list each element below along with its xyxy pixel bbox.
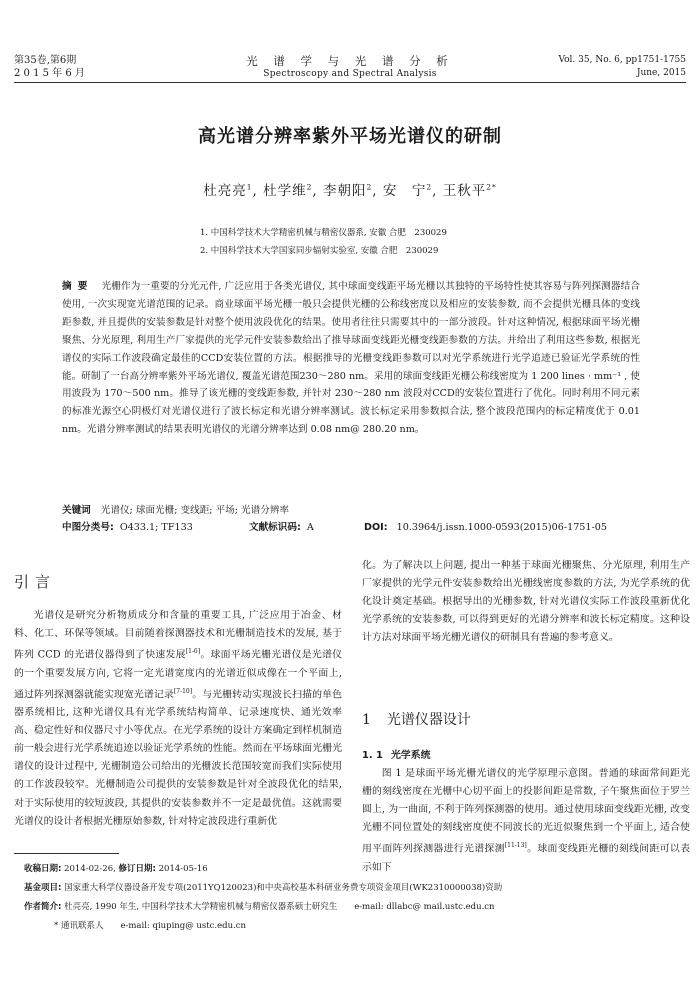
author-list: 杜亮亮$^1$, 杜学维$^2$, 李朝阳$^2$, 安 宁$^2$, 王秋平$^{2*}$ <box>203 182 497 199</box>
section-1-heading <box>362 709 471 729</box>
section-1-text-b: 。球面变线距光栅的刻线间距可以表示如下 <box>362 843 690 873</box>
corresponding-email: e-mail: qiuping@ ustc.edu.cn <box>120 921 247 931</box>
footnote-dates: 收稿日期: 2014-02-26, 修订日期: 2014-05-16 <box>24 864 208 874</box>
header-rule <box>14 82 686 83</box>
revised-label: 修订日期: <box>118 864 156 874</box>
subsection-title: 光学系统 <box>390 750 431 761</box>
clc-group <box>62 522 193 533</box>
section-1-text-a: 图 1 是球面平场光栅光谱仪的光学原理示意图。普通的球面常间距光栅的刻线密度在光栅中心切平面上的投影间距是常数, 子午聚焦面位于罗兰圆上, 为一曲面, 不利于阵列探测器的使用。通过使用球面变线距光栅, 改变光栅不同位置处的刻线密度使不同波长的光近似聚焦到一个平面上, 适合使用平面阵列探测器进行光谱探测 <box>362 768 690 855</box>
doc-code-label: 文献标识码: <box>249 522 301 533</box>
received-label: 收稿日期: <box>24 864 62 874</box>
journal-name-en: Spectroscopy and Spectral Analysis <box>263 69 437 79</box>
intro-paragraph <box>14 607 342 831</box>
subsection-number: 1. 1 <box>362 750 383 761</box>
intro-continuation-paragraph: 化。为了解决以上问题, 提出一种基于球面光栅聚焦、分光原理, 利用生产厂家提供的光学元件安装参数给出光栅线密度参数的方法, 为光学系统的优化设计奠定基础。根据导出的光栅参数, 针对光谱仪实际工作波段重新优化光学系统的安装参数, 可以得到更好的光谱分辨率和波长标定精度。这种设计方法对球面平场光栅光谱仪的研制具有普遍的参考意义。 <box>362 560 690 644</box>
author-bio-text: 杜亮亮, 1990 年生, 中国科学技术大学精密机械与精密仪器系硕士研究生 <box>64 902 338 912</box>
doi-label: DOI: <box>364 522 388 533</box>
intro-text-b: 。球面平场光栅光谱仪是光谱仪的一个重要发展方向, 它将一定光谱宽度内的光谱近似成像在一个平面上, 通过阵列探测器就能实现宽光谱记录 <box>14 649 342 700</box>
revised-date: 2014-05-16 <box>158 864 208 874</box>
author-name: 安 宁 <box>382 183 427 199</box>
publish-date-en: June, 2015 <box>636 68 686 78</box>
footnote-rule <box>14 853 119 854</box>
doc-code-group <box>249 519 314 536</box>
doc-code-value: A <box>306 522 314 533</box>
author-name: 李朝阳 <box>322 183 367 199</box>
subsection-1-1-heading <box>362 747 430 761</box>
received-date: 2014-02-26 <box>64 864 114 874</box>
abstract <box>62 278 640 439</box>
intro-text-a: 光谱仪是研究分析物质成分和含量的重要工具, 广泛应用于冶金、材料、化工、环保等领域。目前随着探测器技术和光栅制造技术的发展, 基于阵列 CCD 的光谱仪器得到了快速发展 <box>14 610 342 661</box>
fund-label: 基金项目: <box>24 883 62 893</box>
author-name: 王秋平 <box>442 183 487 199</box>
intro-body <box>14 607 342 831</box>
intro-heading: 引言 <box>14 573 57 591</box>
citation: [1-6] <box>185 648 201 656</box>
affiliation-line: 1. 中国科学技术大学精密机械与精密仪器系, 安徽 合肥 230029 <box>200 228 447 238</box>
fund-text: 国家重大科学仪器设备开发专项(2011YQ120023)和中央高校基本科研业务费专项资金项目(WK2310000038)资助 <box>64 883 503 893</box>
corresponding-label: * 通讯联系人 <box>54 921 104 931</box>
journal-name-block <box>200 54 500 80</box>
abstract-label: 摘要 <box>62 281 94 292</box>
publish-date-cn: 2 0 1 5 年 6 月 <box>14 68 85 79</box>
section-1-body <box>362 765 690 877</box>
keywords-label: 关键词 <box>62 505 91 516</box>
journal-name-cn: 光 谱 学 与 光 谱 分 析 <box>246 54 454 68</box>
author-name: 杜学维 <box>263 183 307 199</box>
section-1-paragraph <box>362 765 690 877</box>
author-affiliation-mark: 2* <box>486 182 497 192</box>
citation: [11-13] <box>504 842 527 850</box>
section-title: 光谱仪器设计 <box>386 712 471 728</box>
affiliations <box>200 224 447 260</box>
author-affiliation-mark: 1 <box>246 182 253 192</box>
abstract-text: 光栅作为一重要的分光元件, 广泛应用于各类光谱仪, 其中球面变线距平场光栅以其独特的平场特性使其容易与阵列探测器结合使用, 一次实现宽光谱范围的记录。商业球面平场光栅一般只会提供光栅的公称线密度以及相应的安装参数, 而不会提供光栅具体的变线距参数, 并且提供的安装参数是针对整个使用波段优化的结果。使用者往往只需要其中的一部分波段。针对这种情况, 根据球面平场光栅聚焦、分光原理, 利用生产厂家提供的光学元件安装参数给出了推导球面变线距光栅变线距参数的方法。并给出了利用这些参数, 根据光谱仪的实际工作波段确定最佳的CCD安装位置的方法。根据推导的光栅变线距参数可以对光学系统进行光学追迹已验证光学系统的性能。研制了一台高分辨率紫外平场光谱仪, 覆盖光谱范围230～280 nm。采用的球面变线距光栅公称线密度为 1 200 lines · mm⁻¹ , 使用波段为 170～500 nm。推导了该光栅的变线距参数, 并针对 230～280 nm 波段对CCD的安装位置进行了优化。同时利用不同元素的标准光源空心阴极灯对光谱仪进行了波长标定和光谱分辨率测试。波长标定采用参数拟合法, 整个波段范围内的标定精度优于 0.01 nm。光谱分辨率测试的结果表明光谱仪的光谱分辨率达到 0.08 nm@ 280.20 nm。 <box>62 281 641 436</box>
keywords-text: 光谱仪; 球面光栅; 变线距; 平场; 光谱分辨率 <box>100 505 290 516</box>
author-name: 杜亮亮 <box>203 183 247 199</box>
volume-pages-en: Vol. 35, No. 6, pp1751-1755 <box>558 55 686 65</box>
affiliation-line: 2. 中国科学技术大学国家同步辐射实验室, 安徽 合肥 230029 <box>200 246 439 256</box>
author-email: e-mail: dllabc@ mail.ustc.edu.cn <box>354 902 495 912</box>
header-right-block <box>558 54 686 80</box>
citation: [7-10] <box>173 687 193 695</box>
author-bio-label: 作者简介: <box>24 902 62 912</box>
header-volume-block <box>14 54 85 80</box>
footnote-corresponding <box>54 918 246 934</box>
footnote-fund <box>24 880 502 896</box>
doi-group <box>364 519 607 536</box>
intro-text-c: 。与光栅转动实现波长扫描的单色器系统相比, 这种光谱仪具有光学系统结构简单、记录速度快、通光效率高、稳定性好和仪器尺寸小等优点。在光学系统的设计方案确定到样机制造前一般会进行光学系统追迹以验证光学系统的性能。然而在平场球面光栅光谱仪的设计过程中, 光栅制造公司给出的光栅波长范围较宽而我们实际使用的工作波段较窄。光栅制造公司提供的安装参数是针对全波段优化的结果, 对于实际使用的较短波段, 其提供的安装参数并不一定是最优值。这就需要光谱仪的设计者根据光栅原始参数, 针对特定波段进行重新优 <box>14 688 342 827</box>
doi-value: 10.3964/j.issn.1000-0593(2015)06-1751-05 <box>396 522 607 533</box>
clc-value: O433.1; TF133 <box>119 522 193 533</box>
keywords <box>62 502 289 519</box>
section-number: 1 <box>362 712 371 728</box>
footnote-author <box>24 899 495 915</box>
clc-label: 中图分类号: <box>62 522 114 533</box>
author-affiliation-mark: 2 <box>366 182 373 192</box>
intro-continuation <box>362 557 690 647</box>
author-affiliation-mark: 2 <box>426 182 433 192</box>
volume-issue: 第35卷,第6期 <box>14 55 77 66</box>
author-affiliation-mark: 2 <box>306 182 313 192</box>
classification-line <box>62 519 662 536</box>
article-title: 高光谱分辨率紫外平场光谱仪的研制 <box>198 126 502 147</box>
